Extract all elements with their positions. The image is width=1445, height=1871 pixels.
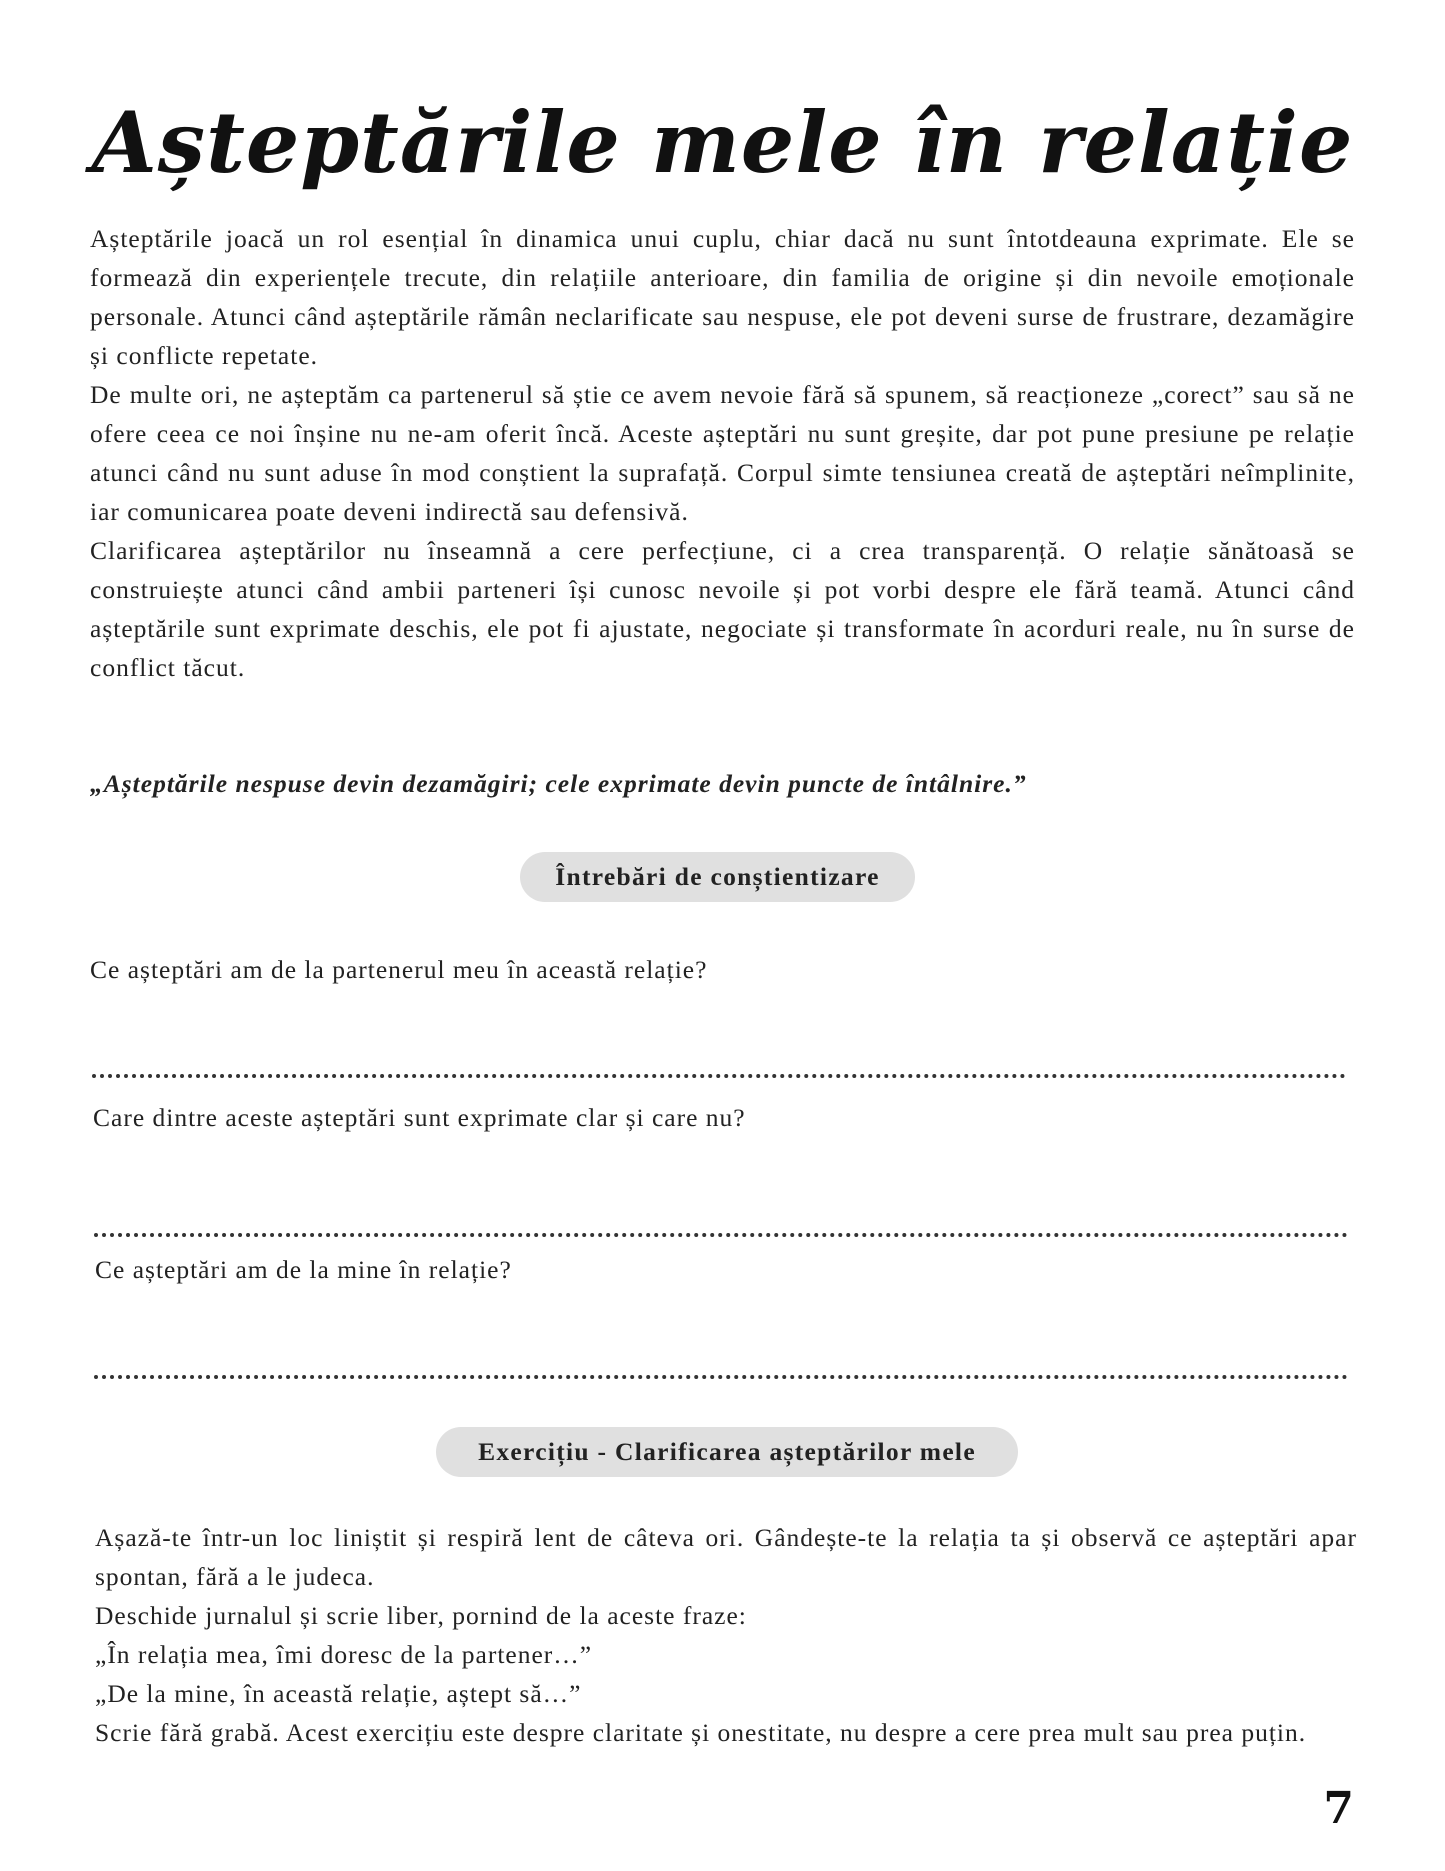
intro-text xyxy=(90,219,1355,687)
answer-line-1[interactable] xyxy=(92,1074,1346,1078)
intro-paragraph: De multe ori, ne așteptăm ca partenerul să știe ce avem nevoie fără să spunem, să reacționeze „corect” sau să ne ofere ceea ce noi înșine nu ne-am oferit încă. Aceste așteptări nu sunt greșite, dar pot pune presiune pe relație atunci când nu sunt aduse în mod conștient la suprafață. Corpul simte tensiunea creată de așteptări neîmplinite, iar comunicarea poate deveni indirectă sau defensivă. xyxy=(90,380,1355,526)
exercise-line: Așază-te într-un loc liniștit și respiră lent de câteva ori. Gândește-te la relația ta și observă ce așteptări apar spontan, fără a le judeca. xyxy=(95,1523,1357,1591)
question-2: Care dintre aceste așteptări sunt exprimate clar și care nu? xyxy=(93,1103,746,1132)
intro-paragraph: Clarificarea așteptărilor nu înseamnă a cere perfecțiune, ci a crea transparență. O relație sănătoasă se construiește atunci când ambii parteneri își cunosc nevoile și pot vorbi despre ele fără teamă. Atunci când așteptările sunt exprimate deschis, ele pot fi ajustate, negociate și transformate în acorduri reale, nu în surse de conflict tăcut. xyxy=(90,536,1355,682)
page-title: Așteptările mele în relație xyxy=(91,93,1354,192)
exercise-line: „De la mine, în această relație, aștept să…” xyxy=(95,1679,582,1708)
question-1: Ce așteptări am de la partenerul meu în această relație? xyxy=(90,955,708,984)
highlight-quote: „Așteptările nespuse devin dezamăgiri; cele exprimate devin puncte de întâlnire.” xyxy=(90,769,1027,798)
exercise-line: Scrie fără grabă. Acest exercițiu este despre claritate și onestitate, nu despre a cere prea mult sau prea puțin. xyxy=(95,1718,1307,1747)
question-3: Ce așteptări am de la mine în relație? xyxy=(95,1255,512,1284)
intro-paragraph: Așteptările joacă un rol esențial în dinamica unui cuplu, chiar dacă nu sunt întotdeauna exprimate. Ele se formează din experiențele trecute, din relațiile anterioare, din familia de origine și din nevoile emoționale personale. Atunci când așteptările rămân neclarificate sau nespuse, ele pot deveni surse de frustrare, dezamăgire și conflicte repetate. xyxy=(90,224,1355,370)
page-number: 7 xyxy=(1323,1783,1354,1834)
exercise-text xyxy=(95,1518,1357,1752)
answer-line-3[interactable] xyxy=(94,1375,1348,1379)
questions-section-heading: Întrebări de conștientizare xyxy=(520,852,915,902)
exercise-line: Deschide jurnalul și scrie liber, pornind de la aceste fraze: xyxy=(95,1601,747,1630)
exercise-line: „În relația mea, îmi doresc de la partener…” xyxy=(95,1640,593,1669)
answer-line-2[interactable] xyxy=(94,1233,1348,1237)
exercise-section-heading: Exercițiu - Clarificarea așteptărilor mele xyxy=(436,1427,1018,1477)
